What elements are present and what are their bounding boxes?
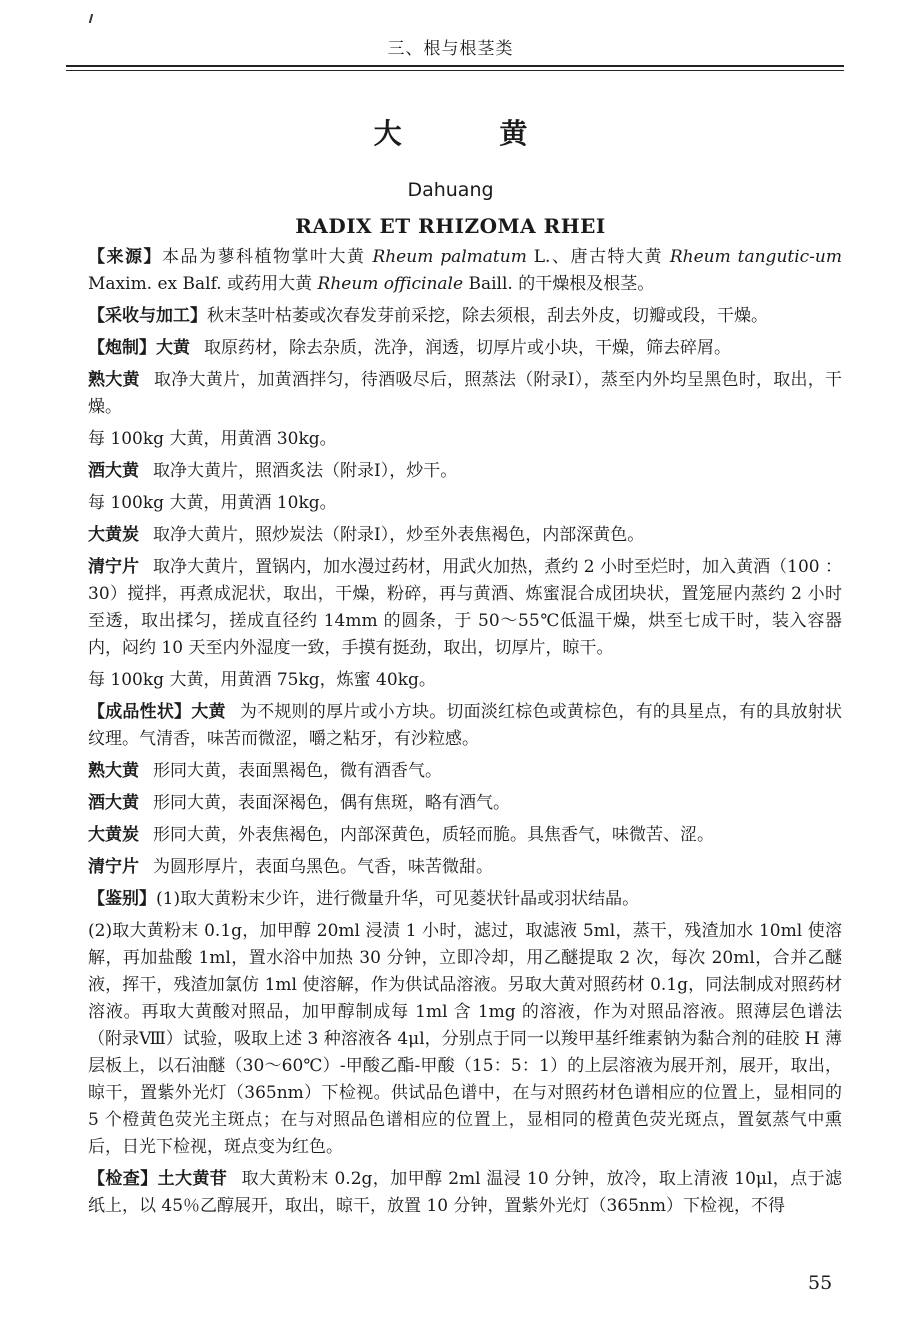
identification-item-2: (2)取大黄粉末 0.1g，加甲醇 20ml 浸渍 1 小时，滤过，取滤液 5ml，蒸干，残渣加水 10ml 使溶解，再加盐酸 1ml，置水浴中加热 30 分钟，立即冷却，用乙醚提取 2 次，每次 20ml，合并乙醚液，挥干，残渣加氯仿 1ml 使溶解，作为供试品溶液。另取大黄对照药材 0.1g，同法制成对照药材溶液。再取大黄酸对照品，加甲醇制成每 1ml 含 1mg 的溶液，作为对照品溶液。照薄层色谱法（附录Ⅷ）试验，吸取上述 3 种溶液各 4μl，分别点于同一以羧甲基纤维素钠为黏合剂的硅胶 H 薄层板上，以石油醚（30～60℃）-甲酸乙酯-甲酸（15：5：1）的上层溶液为展开剂，展开，取出，晾干，置紫外光灯（365nm）下检视。供试品色谱中，在与对照药材色谱相应的位置上，显相同的 5 个橙黄色荧光主斑点；在与对照品色谱相应的位置上，显相同的橙黄色荧光斑点，置氨蒸气中熏后，日光下检视，斑点变为红色。 — [88, 921, 842, 1157]
properties-qn-name: 清宁片 — [88, 857, 139, 877]
processing-qn — [70, 554, 842, 662]
inspection-text: 取大黄粉末 0.2g，加甲醇 2ml 温浸 10 分钟，放冷，取上清液 10μl，点于滤纸上，以 45％乙醇展开，取出，晾干，放置 10 分钟，置紫外光灯（365nm）下检视，不得 — [88, 1169, 843, 1216]
source-text-3: Maxim. ex Balf. 或药用大黄 — [88, 274, 318, 294]
identification-section — [70, 886, 842, 913]
properties-tan-text: 形同大黄，外表焦褐色，内部深黄色，质轻而脆。具焦香气，味微苦、涩。 — [153, 825, 714, 845]
processing-jiu-text: 取净大黄片，照酒炙法（附录Ⅰ），炒干。 — [153, 461, 458, 481]
properties-shu-name: 熟大黄 — [88, 761, 139, 781]
processing-tan-name: 大黄炭 — [88, 525, 139, 545]
processing-qn-name: 清宁片 — [88, 557, 140, 577]
processing-shu-name: 熟大黄 — [88, 370, 140, 390]
source-text-1: 本品为蓼科植物掌叶大黄 — [162, 247, 373, 267]
running-header: 三、根与根茎类 — [387, 39, 514, 59]
page-number: 55 — [808, 1272, 833, 1294]
latin-name: RADIX ET RHIZOMA RHEI — [295, 214, 606, 238]
properties-tan — [70, 822, 842, 849]
properties-qn — [70, 854, 842, 881]
processing-qn-ratio: 每 100kg 大黄，用黄酒 75kg，炼蜜 40kg。 — [88, 670, 436, 690]
identification-label: 【鉴别】 — [88, 889, 156, 909]
processing-shu-text: 取净大黄片，加黄酒拌匀，待酒吸尽后，照蒸法（附录Ⅰ），蒸至内外均呈黑色时，取出，干燥。 — [88, 370, 843, 417]
processing-tan-text: 取净大黄片，照炒炭法（附录Ⅰ），炒至外表焦褐色，内部深黄色。 — [153, 525, 645, 545]
header-rule-thin — [66, 70, 844, 71]
processing-dahuang-name: 大黄 — [156, 338, 190, 358]
processing-shu — [70, 367, 842, 421]
properties-tan-name: 大黄炭 — [88, 825, 139, 845]
properties-jiu — [70, 790, 842, 817]
scan-mark — [89, 14, 93, 23]
processing-section — [70, 335, 842, 362]
source-text-4: Baill. 的干燥根及根茎。 — [463, 274, 655, 294]
properties-jiu-text: 形同大黄，表面深褐色，偶有焦斑，略有酒气。 — [153, 793, 510, 813]
inspection-name: 土大黄苷 — [157, 1169, 228, 1189]
inspection-label: 【检查】 — [88, 1169, 158, 1189]
processing-jiu-name: 酒大黄 — [88, 461, 139, 481]
properties-dahuang-text: 为不规则的厚片或小方块。切面淡红棕色或黄棕色，有的具星点，有的具放射状纹理。气清香，味苦而微涩，嚼之粘牙，有沙粒感。 — [88, 702, 843, 749]
source-section — [70, 244, 842, 298]
header-rule-thick — [66, 65, 844, 67]
processing-label: 【炮制】 — [88, 338, 156, 358]
properties-dahuang-name: 大黄 — [191, 702, 226, 722]
source-label: 【来源】 — [88, 247, 163, 267]
identification-item-1: (1)取大黄粉末少许，进行微量升华，可见菱状针晶或羽状结晶。 — [156, 889, 640, 909]
properties-shu-text: 形同大黄，表面黑褐色，微有酒香气。 — [153, 761, 442, 781]
properties-shu — [70, 758, 842, 785]
harvest-text: 秋末茎叶枯萎或次春发芽前采挖，除去须根，刮去外皮，切瓣或段，干燥。 — [207, 306, 768, 326]
harvest-label: 【采收与加工】 — [88, 306, 207, 326]
pinyin-name: Dahuang — [407, 179, 494, 201]
monograph-title: 大 黄 — [373, 117, 572, 150]
monograph-body — [70, 244, 842, 1225]
processing-shu-ratio: 每 100kg 大黄，用黄酒 30kg。 — [88, 429, 337, 449]
species-2: Rheum tangutic-um — [669, 247, 842, 267]
processing-jiu-ratio: 每 100kg 大黄，用黄酒 10kg。 — [88, 493, 337, 513]
properties-jiu-name: 酒大黄 — [88, 793, 139, 813]
properties-section — [70, 699, 842, 753]
harvest-section — [70, 303, 842, 330]
processing-tan — [70, 522, 842, 549]
processing-jiu — [70, 458, 842, 485]
properties-label: 【成品性状】 — [88, 702, 192, 722]
processing-dahuang-text: 取原药材，除去杂质，洗净，润透，切厚片或小块，干燥，筛去碎屑。 — [204, 338, 731, 358]
inspection-section — [70, 1166, 842, 1220]
species-1: Rheum palmatum — [372, 247, 527, 267]
source-text-2: L.、唐古特大黄 — [526, 247, 670, 267]
species-3: Rheum officinale — [317, 274, 464, 294]
processing-qn-text: 取净大黄片，置锅内，加水漫过药材，用武火加热，煮约 2 小时至烂时，加入黄酒（100 ：30）搅拌，再煮成泥状，取出，干燥，粉碎，再与黄酒、炼蜜混合成团块状，置笼屉内蒸约 2 小时至透，取出揉匀，搓成直径约 14mm 的圆条，于 50～55℃低温干燥，烘至七成干时，装入容器内，闷约 10 天至内外湿度一致，手摸有挺劲，取出，切厚片，晾干。 — [88, 557, 842, 658]
properties-qn-text: 为圆形厚片，表面乌黑色。气香，味苦微甜。 — [153, 857, 493, 877]
